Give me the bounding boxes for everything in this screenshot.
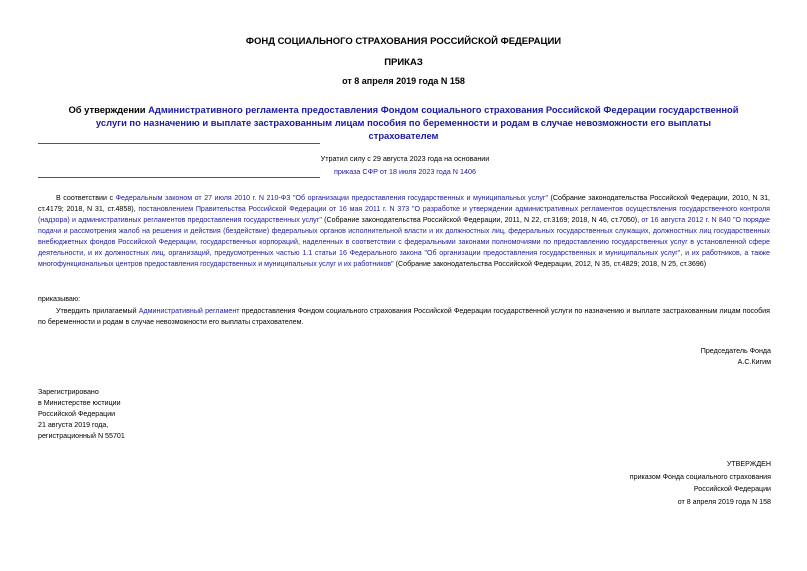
repeal-note-text: Утратил силу с 29 августа 2023 года на основании: [320, 154, 490, 163]
approval-line: приказом Фонда социального страхования: [629, 472, 771, 481]
title-regulation-link[interactable]: Административного регламента предоставления Фондом социального страхования Российской Федерации государственной услуги по назначению и выплате застрахованным лицам пособия по беременности и родам в случае невозможности его выплаты страхователем: [95, 104, 739, 141]
signature-block: [571, 346, 771, 368]
divider-top: [38, 143, 320, 144]
approval-block: [511, 458, 771, 508]
registration-line: 21 августа 2019 года,: [38, 421, 109, 429]
preamble-text: (Собрание законодательства Российской Федерации, 2012, N 35, ст.4829; 2018, N 25, ст.3696): [393, 260, 707, 268]
organization-heading: ФОНД СОЦИАЛЬНОГО СТРАХОВАНИЯ РОССИЙСКОЙ ФЕДЕРАЦИИ: [245, 36, 562, 47]
order-label: приказываю:: [38, 295, 81, 303]
title-prefix: Об утверждении: [68, 104, 149, 115]
approval-line: Российской Федерации: [693, 485, 771, 493]
divider-bottom: [38, 177, 320, 178]
registration-line: Зарегистрировано: [38, 388, 99, 396]
regulation-link[interactable]: Административный регламент: [138, 307, 240, 315]
preamble-text: В соответствии с: [56, 194, 116, 202]
registration-line: регистрационный N 55701: [38, 432, 125, 440]
registration-block: [38, 387, 198, 442]
signatory-name: А.С.Кигим: [737, 358, 771, 366]
document-type: ПРИКАЗ: [384, 57, 423, 68]
approval-line: УТВЕРЖДЕН: [726, 460, 771, 468]
preamble-paragraph: [38, 193, 770, 270]
registration-line: в Министерстве юстиции: [38, 399, 121, 407]
registration-line: Российской Федерации: [38, 410, 116, 418]
federal-law-link[interactable]: Федеральным законом от 27 июля 2010 г. N 210-ФЗ "Об организации предоставления государственных и муниципальных услуг": [115, 194, 548, 202]
signatory-position: Председатель Фонда: [700, 347, 771, 355]
order-text: Утвердить прилагаемый: [56, 307, 139, 315]
document-date: от 8 апреля 2019 года N 158: [342, 76, 465, 86]
document-title: [60, 103, 747, 142]
government-decree-840-link[interactable]: от 16 августа 2012 г. N 840 "О порядке подачи и рассмотрения жалоб на решения и действия (бездействие) федеральных органов исполнительной власти и их должностных лиц, федеральных государственных служащих, должностных лиц государственных внебюджетных фондов Российской Федерации, государственных корпораций, наделенных в соответствии с федеральными законами полномочиями по предоставлению государственных услуг в установленной сфере деятельности, и их должностных лиц, организаций, предусмотренных частью 1.1 статьи 16 Федерального закона "Об организации предоставления государственных и муниципальных услуг", и их работников, а также многофункциональных центров предоставления государственных и муниципальных услуг и их работников": [38, 216, 770, 268]
order-text: предоставления Фондом социального страхования Российской Федерации государственной услуги по назначению и выплате застрахованным лицам пособия по беременности и родам в случае невозможности его выплаты страхователем.: [38, 307, 770, 326]
order-paragraph: [38, 306, 770, 328]
preamble-text: (Собрание законодательства Российской Федерации, 2011, N 22, ст.3169; 2018, N 46, ст.7050),: [321, 216, 642, 224]
repeal-order-link[interactable]: приказа СФР от 18 июля 2023 года N 1406: [334, 167, 476, 176]
repeal-note: [320, 152, 490, 178]
government-decree-373-link[interactable]: постановлением Правительства Российской Федерации от 16 мая 2011 г. N 373 "О разработке и утверждении административных регламентов осуществления государственного контроля (надзора) и административных регламентов предоставления государственных услуг": [38, 205, 770, 224]
approval-line: от 8 апреля 2019 года N 158: [677, 497, 771, 506]
preamble-text: (Собрание законодательства Российской Федерации, 2010, N 31, ст.4179; 2018, N 31, ст.4858),: [38, 194, 770, 213]
